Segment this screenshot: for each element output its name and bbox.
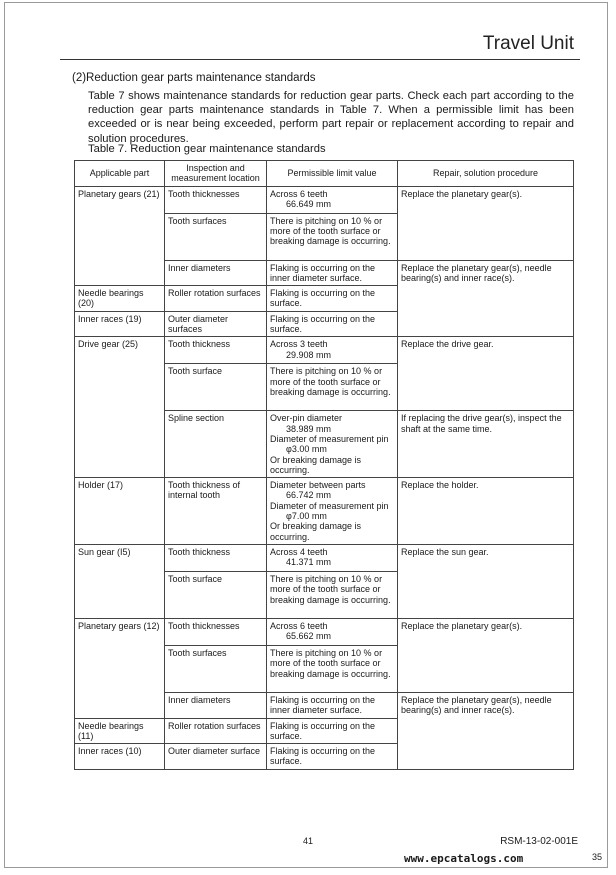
- cell-limit: Flaking is occurring on the inner diameter surface.: [267, 692, 398, 718]
- cell-repair: Replace the sun gear.: [398, 544, 574, 618]
- header-applicable-part: Applicable part: [75, 161, 165, 187]
- cell-part: Inner races (10): [75, 744, 165, 770]
- cell-limit: There is pitching on 10 % or more of the tooth surface or breaking damage is occurring.: [267, 645, 398, 692]
- limit-value: 41.371 mm: [286, 557, 332, 568]
- table-row: [75, 618, 574, 645]
- document-code: RSM-13-02-001E: [500, 836, 578, 847]
- limit-text: Or breaking damage is occurring.: [270, 454, 362, 475]
- cell-part: Needle bearings (11): [75, 718, 165, 744]
- cell-part: Sun gear (I5): [75, 544, 165, 618]
- cell-location: Tooth thickness: [165, 544, 267, 571]
- limit-value: 66.649 mm: [286, 198, 332, 209]
- cell-part: Planetary gears (12): [75, 618, 165, 718]
- cell-part: Planetary gears (21): [75, 186, 165, 286]
- table-header-row: [75, 161, 574, 187]
- cell-repair: Replace the planetary gear(s), needle bearing(s) and inner race(s).: [398, 260, 574, 337]
- cell-limit: [267, 186, 398, 213]
- limit-text: Across 6 teeth: [270, 620, 328, 631]
- header-permissible-limit: Permissible limit value: [267, 161, 398, 187]
- cell-repair: Replace the planetary gear(s).: [398, 618, 574, 692]
- cell-limit: Flaking is occurring on the surface.: [267, 744, 398, 770]
- cell-location: Outer diameter surfaces: [165, 311, 267, 337]
- limit-value: φ3.00 mm: [286, 444, 327, 455]
- intro-paragraph: Table 7 shows maintenance standards for reduction gear parts. Check each part according to the reduction gear parts maintenance standards in Table 7. When a permissible limit has been exceeded or is near being exceeded, perform part repair or replacement according to repair and solution procedures.: [88, 90, 574, 145]
- limit-text: Diameter between parts: [270, 480, 366, 491]
- cell-limit: [267, 411, 398, 478]
- limit-text: Diameter of measurement pin: [270, 433, 389, 444]
- cell-repair: If replacing the drive gear(s), inspect the shaft at the same time.: [398, 411, 574, 478]
- cell-location: Inner diameters: [165, 692, 267, 718]
- cell-location: Roller rotation surfaces: [165, 718, 267, 744]
- cell-location: Roller rotation surfaces: [165, 286, 267, 312]
- limit-value: 65.662 mm: [286, 631, 332, 642]
- cell-part: Needle bearings (20): [75, 286, 165, 312]
- table-row: [75, 478, 574, 545]
- cell-limit: [267, 544, 398, 571]
- table-row: [75, 544, 574, 571]
- cell-location: Inner diameters: [165, 260, 267, 286]
- limit-value: 29.908 mm: [286, 349, 332, 360]
- limit-text: Across 4 teeth: [270, 546, 328, 557]
- cell-location: Tooth surfaces: [165, 213, 267, 260]
- cell-location: Tooth surface: [165, 571, 267, 618]
- cell-repair: Replace the holder.: [398, 478, 574, 545]
- table-row: [75, 337, 574, 364]
- section-heading: (2)Reduction gear parts maintenance standards: [72, 72, 316, 84]
- cell-limit: There is pitching on 10 % or more of the tooth surface or breaking damage is occurring.: [267, 364, 398, 411]
- page-number: 41: [303, 836, 314, 846]
- cell-location: Tooth thickness of internal tooth: [165, 478, 267, 545]
- cell-location: Tooth thicknesses: [165, 618, 267, 645]
- cell-part: Inner races (19): [75, 311, 165, 337]
- limit-text: Diameter of measurement pin: [270, 500, 389, 511]
- cell-limit: [267, 337, 398, 364]
- cell-limit: There is pitching on 10 % or more of the tooth surface or breaking damage is occurring.: [267, 213, 398, 260]
- cell-location: Spline section: [165, 411, 267, 478]
- cell-location: Tooth thickness: [165, 337, 267, 364]
- cell-limit: Flaking is occurring on the surface.: [267, 286, 398, 312]
- header-repair-procedure: Repair, solution procedure: [398, 161, 574, 187]
- sheet-number: 35: [592, 852, 603, 862]
- cell-limit: [267, 618, 398, 645]
- maintenance-standards-table: [74, 160, 574, 770]
- limit-value: 38.989 mm: [286, 423, 332, 434]
- limit-text: Across 6 teeth: [270, 188, 328, 199]
- table-row: [75, 186, 574, 213]
- cell-limit: Flaking is occurring on the inner diameter surface.: [267, 260, 398, 286]
- limit-value: 66.742 mm: [286, 490, 332, 501]
- cell-part: Drive gear (25): [75, 337, 165, 478]
- cell-repair: Replace the planetary gear(s), needle bearing(s) and inner race(s).: [398, 692, 574, 769]
- cell-location: Outer diameter surface: [165, 744, 267, 770]
- website-link[interactable]: www.epcatalogs.com: [404, 852, 524, 865]
- cell-limit: Flaking is occurring on the surface.: [267, 311, 398, 337]
- cell-location: Tooth thicknesses: [165, 186, 267, 213]
- cell-repair: Replace the drive gear.: [398, 337, 574, 411]
- limit-text: Over-pin diameter: [270, 413, 343, 424]
- table-caption: Table 7. Reduction gear maintenance standards: [88, 143, 326, 155]
- header-divider: [60, 59, 580, 60]
- limit-value: φ7.00 mm: [286, 511, 327, 522]
- cell-limit: Flaking is occurring on the surface.: [267, 718, 398, 744]
- header-inspection-location: Inspection and measurement location: [165, 161, 267, 187]
- cell-repair: Replace the planetary gear(s).: [398, 186, 574, 260]
- cell-limit: There is pitching on 10 % or more of the tooth surface or breaking damage is occurring.: [267, 571, 398, 618]
- cell-location: Tooth surfaces: [165, 645, 267, 692]
- limit-text: Or breaking damage is occurring.: [270, 521, 362, 542]
- cell-part: Holder (17): [75, 478, 165, 545]
- page-title: Travel Unit: [482, 33, 574, 54]
- cell-location: Tooth surface: [165, 364, 267, 411]
- cell-limit: [267, 478, 398, 545]
- limit-text: Across 3 teeth: [270, 339, 328, 350]
